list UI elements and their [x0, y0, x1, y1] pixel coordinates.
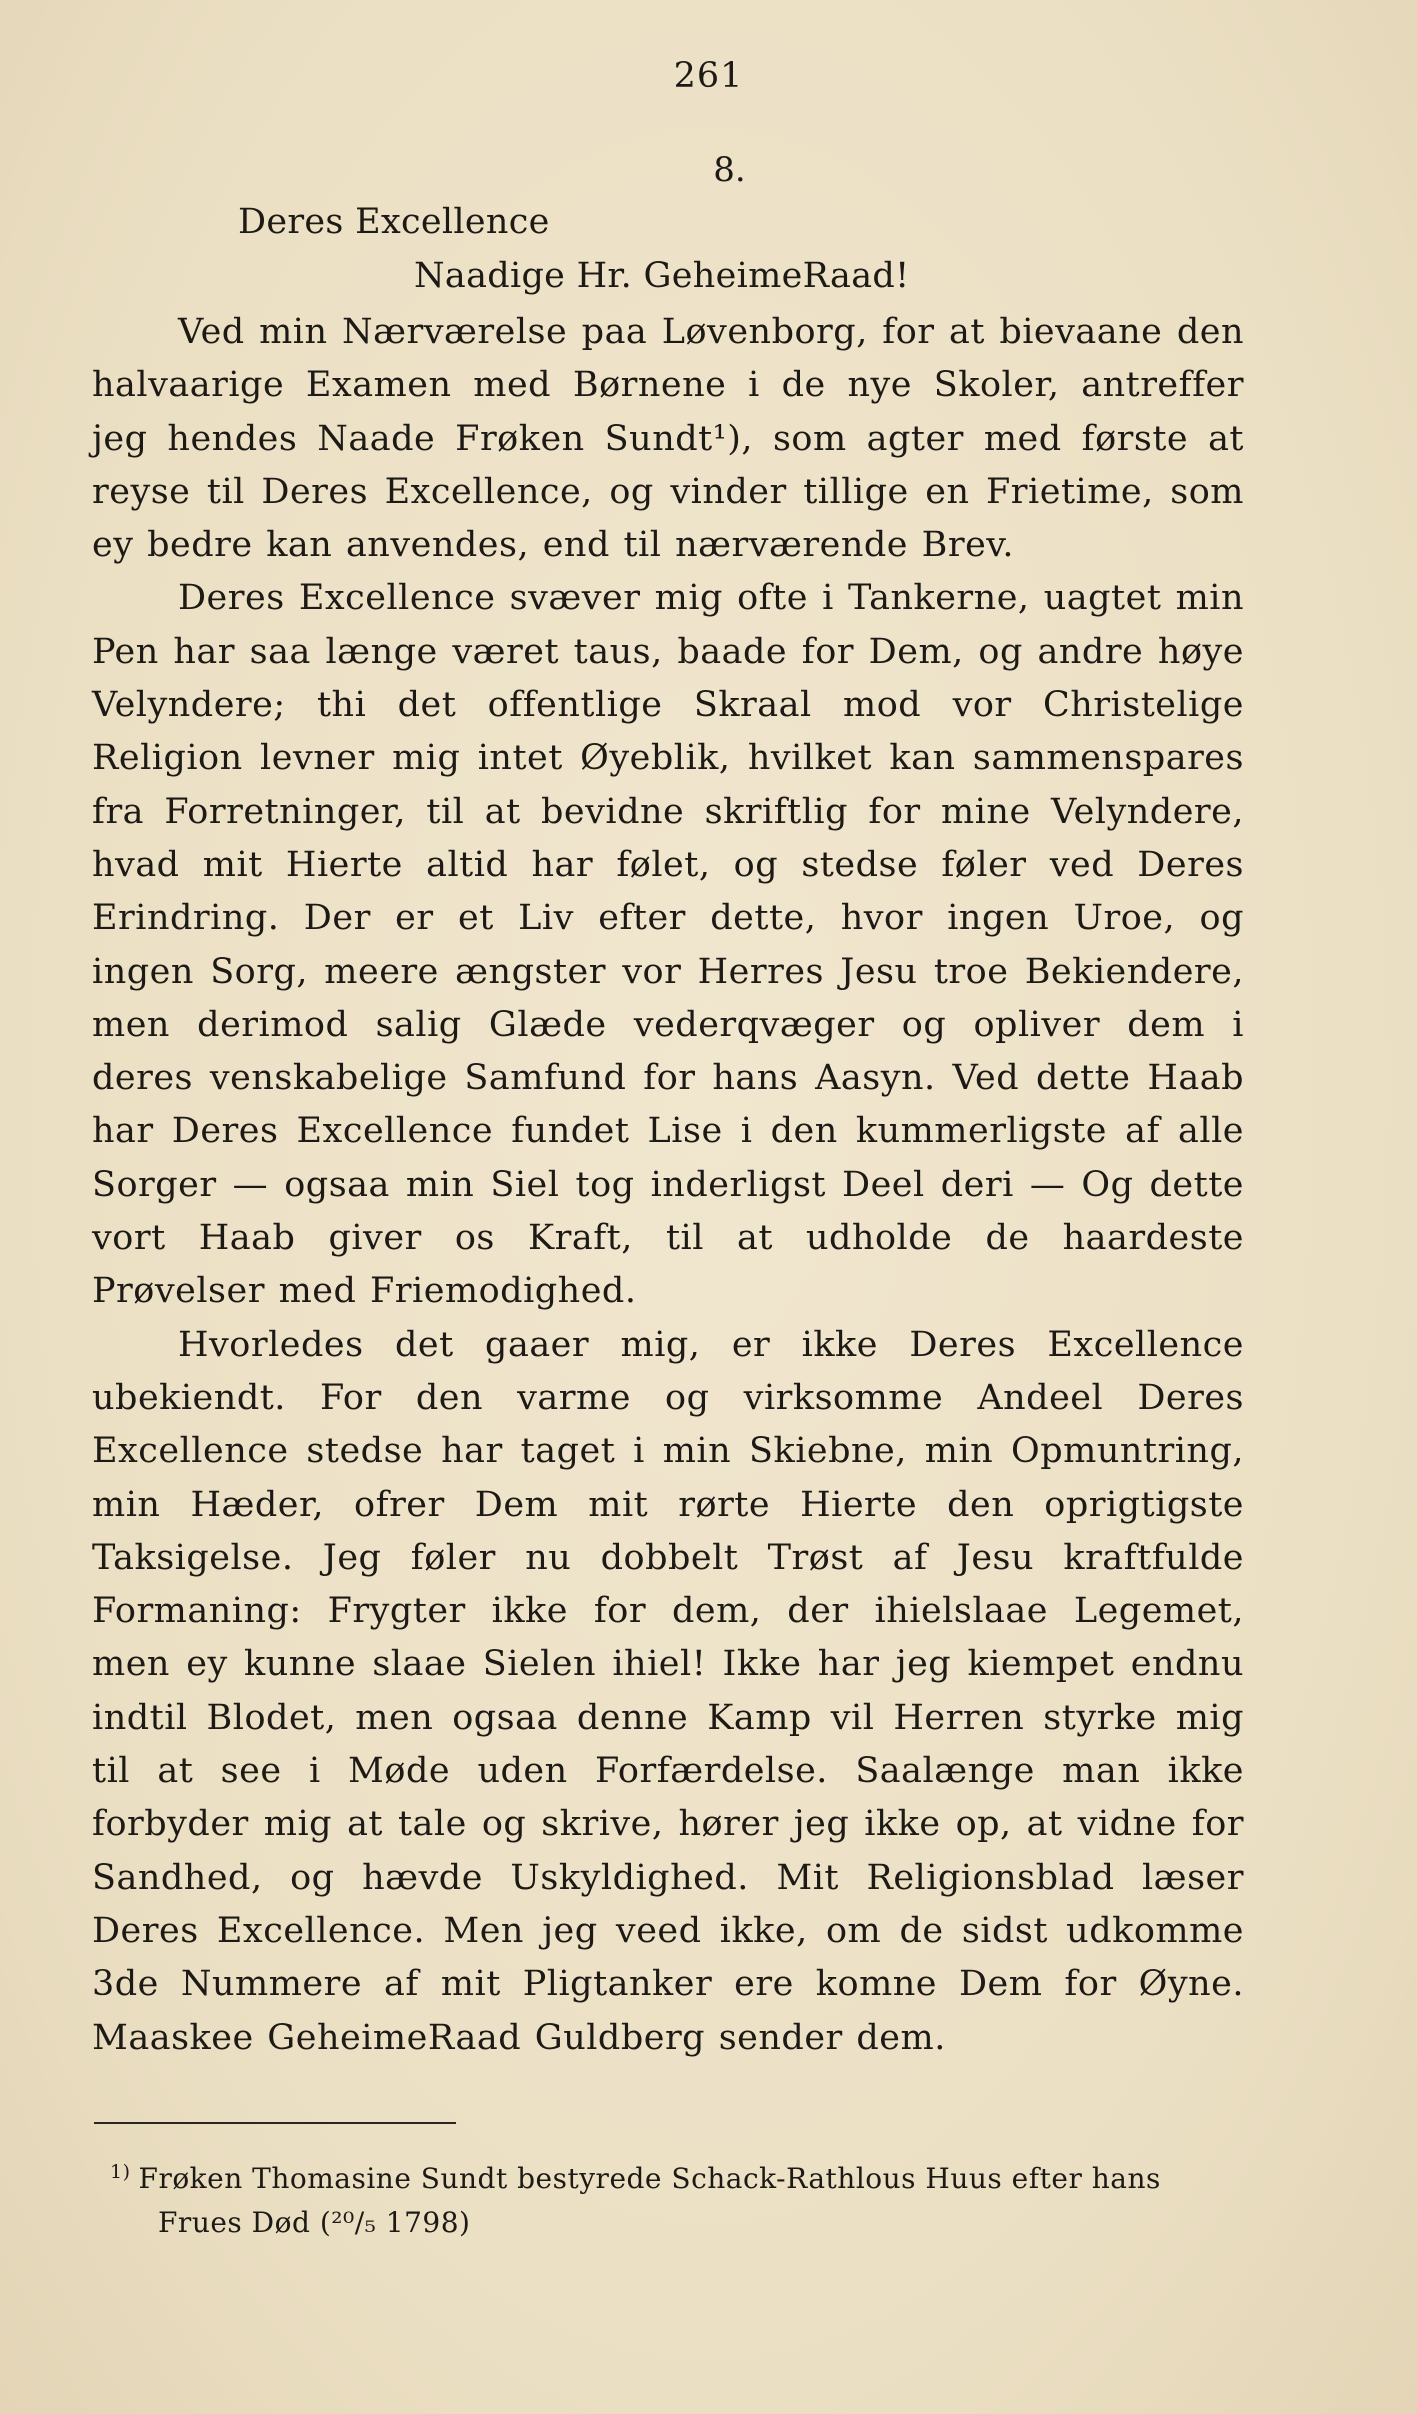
footnote-line-2: Frues Død (²⁰/₅ 1798)	[158, 2206, 471, 2239]
footnote-marker: 1)	[110, 2161, 131, 2183]
salutation-line-1: Deres Excellence	[238, 202, 550, 242]
paragraph-2: Deres Excellence svæver mig ofte i Tankerne, uagtet min Pen har saa længe været taus, baade for Dem, og andre høye Velyndere; thi det offentlige Skraal mod vor Christelige Religion levner mig intet Øyeblik, hvilket kan sammenspares fra Forretninger, til at bevidne skriftlig for mine Velyndere, hvad mit Hierte altid har følet, og stedse føler ved Deres Erindring. Der er et Liv efter dette, hvor ingen Uroe, og ingen Sorg, meere ængster vor Herres Jesu troe Bekiendere, men derimod salig Glæde vederqvæger og opliver dem i deres venskabelige Samfund for hans Aasyn. Ved dette Haab har Deres Excellence fundet Lise i den kummerligste af alle Sorger — ogsaa min Siel tog inderligst Deel deri — Og dette vort Haab giver os Kraft, til at udholde de haardeste Prøvelser med Friemodighed.	[92, 578, 1244, 1312]
letter-number: 8.	[713, 150, 746, 190]
letter-body	[92, 306, 1244, 2065]
paragraph-1: Ved min Nærværelse paa Løvenborg, for at bievaane den halvaarige Examen med Børnene i de nye Skoler, antreffer jeg hendes Naade Frøken Sundt¹), som agter med første at reyse til Deres Excellence, og vinder tillige en Frietime, som ey bedre kan anvendes, end til nærværende Brev.	[92, 312, 1244, 566]
salutation-line-2: Naadige Hr. GeheimeRaad!	[414, 256, 910, 296]
footnote-divider	[94, 2122, 456, 2124]
footnote	[110, 2150, 1250, 2245]
footnote-line-1: Frøken Thomasine Sundt bestyrede Schack-Rathlous Huus efter hans	[138, 2162, 1161, 2195]
paragraph-3: Hvorledes det gaaer mig, er ikke Deres Excellence ubekiendt. For den varme og virksomme Andeel Deres Excellence stedse har taget i min Skiebne, min Opmuntring, min Hæder, ofrer Dem mit rørte Hierte den oprigtigste Taksigelse. Jeg føler nu dobbelt Trøst af Jesu kraftfulde Formaning: Frygter ikke for dem, der ihielslaae Legemet, men ey kunne slaae Sielen ihiel! Ikke har jeg kiempet endnu indtil Blodet, men ogsaa denne Kamp vil Herren styrke mig til at see i Møde uden Forfærdelse. Saalænge man ikke forbyder mig at tale og skrive, hører jeg ikke op, at vidne for Sandhed, og hævde Uskyldighed. Mit Religionsblad læser Deres Excellence. Men jeg veed ikke, om de sidst udkomme 3de Nummere af mit Pligtanker ere komne Dem for Øyne. Maaskee GeheimeRaad Guldberg sender dem.	[92, 1324, 1244, 2058]
page-number: 261	[673, 56, 744, 96]
